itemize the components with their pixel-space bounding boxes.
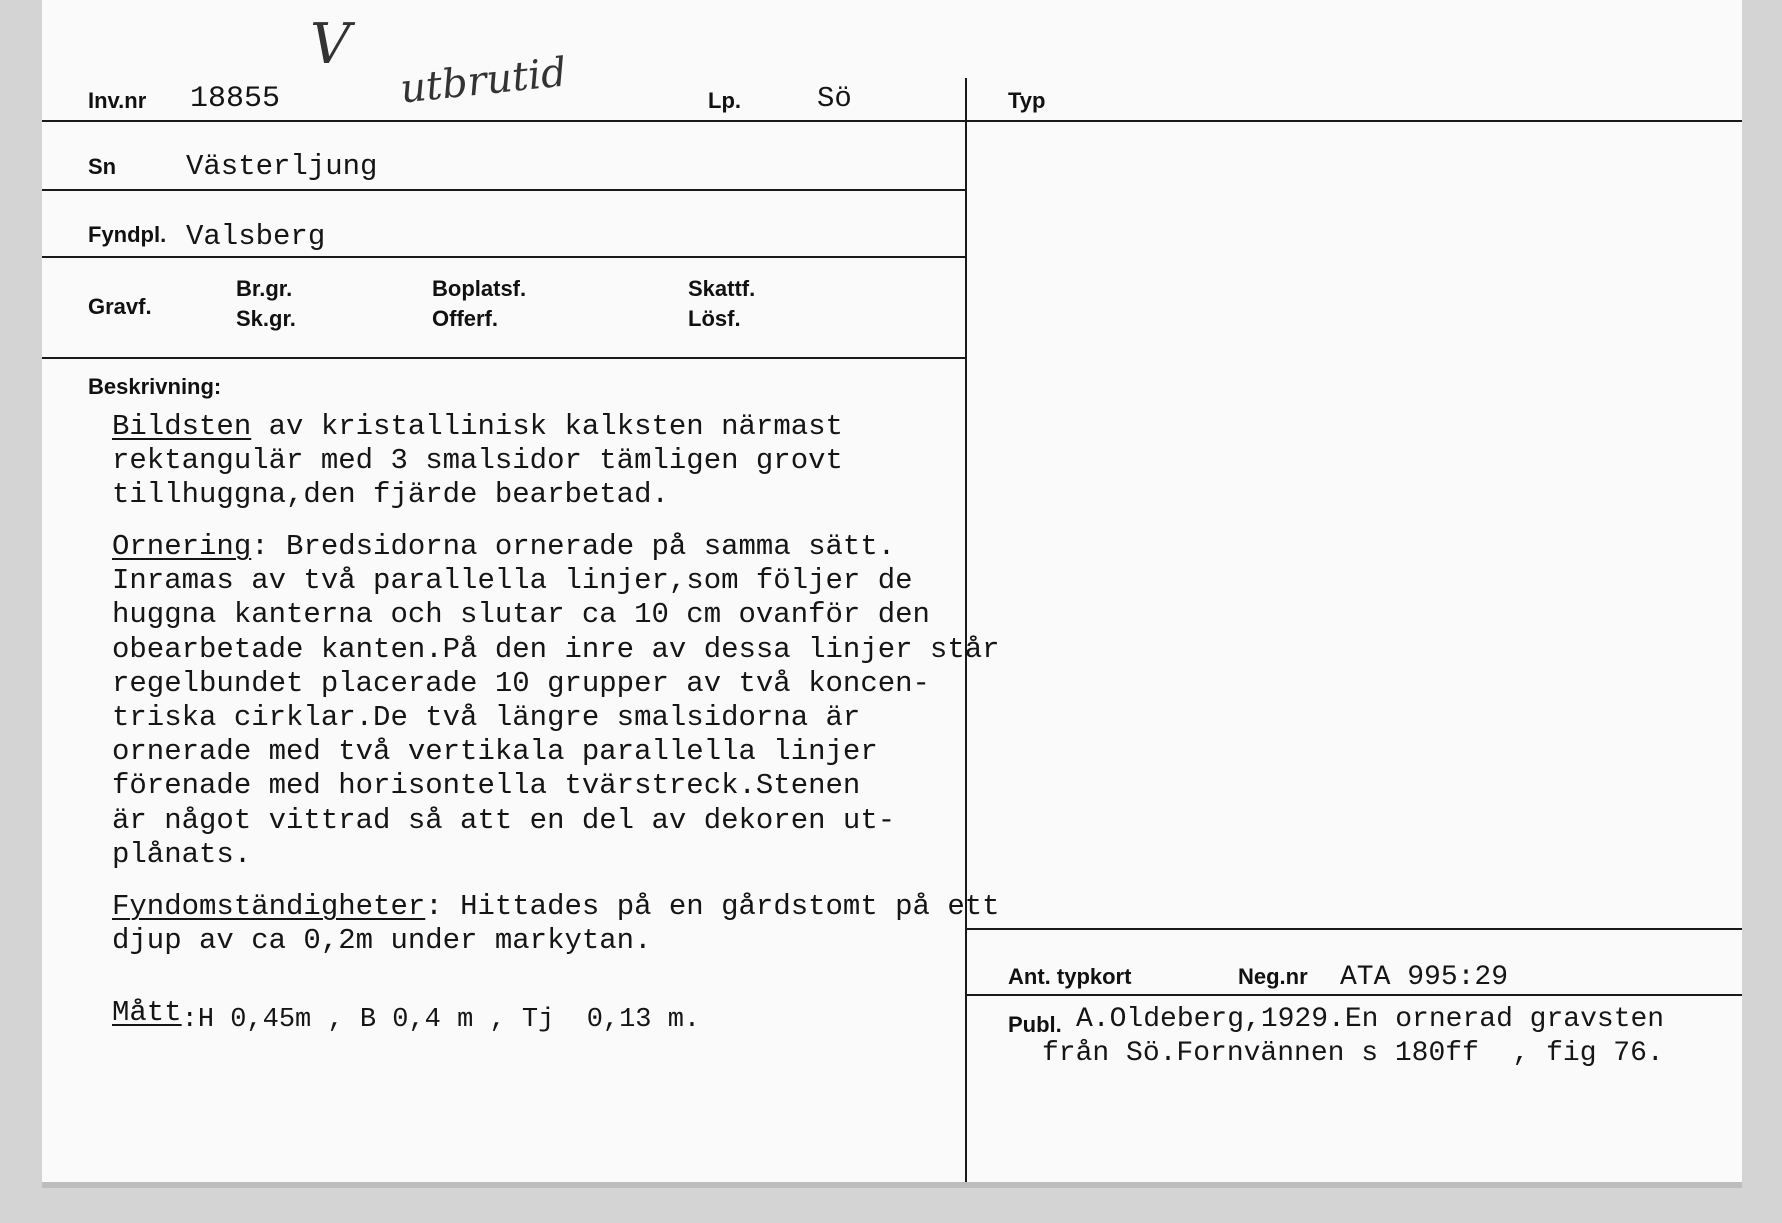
lp-label: Lp. — [708, 88, 741, 113]
publ-line-1: A.Oldeberg,1929.En ornerad gravsten — [1076, 1004, 1665, 1035]
fyndpl-value: Valsberg — [186, 220, 326, 253]
sn-value: Västerljung — [186, 150, 378, 183]
description-line: obearbetade kanten.På den inre av dessa linjer står — [112, 632, 1000, 666]
catalog-card — [42, 0, 1742, 1182]
description-paragraph-3 — [112, 890, 1000, 958]
description-paragraph-1 — [112, 410, 843, 512]
rule-header — [42, 120, 1742, 122]
description-line: : Bredsidorna ornerade på samma sätt. — [251, 530, 896, 563]
description-line: : Hittades på en gårdstomt på ett — [425, 890, 1000, 923]
rule-sn — [42, 189, 965, 191]
description-line: ornerade med två vertikala parallella linjer — [112, 735, 878, 769]
description-line: rektangulär med 3 smalsidor tämligen grovt — [112, 444, 843, 477]
lp-value: Sö — [817, 82, 852, 115]
typ-label: Typ — [1008, 88, 1046, 113]
paragraph-1-heading: Bildsten — [112, 410, 252, 443]
sn-label: Sn — [88, 154, 117, 179]
brgr-label: Br.gr. — [236, 276, 293, 301]
description-line: av kristallinisk kalksten närmast — [251, 410, 843, 443]
handwritten-check-mark: V — [310, 12, 351, 77]
description-line: triska cirklar.De två längre smalsidorna är — [112, 701, 861, 735]
description-line: huggna kanterna och slutar ca 10 cm ovanför den — [112, 598, 930, 632]
beskrivning-label: Beskrivning: — [88, 374, 222, 399]
skattf-label: Skattf. — [688, 276, 756, 301]
neg-nr-value: ATA 995:29 — [1340, 962, 1509, 993]
inv-nr-value: 18855 — [190, 82, 281, 116]
description-line: är något vittrad så att en del av dekoren ut- — [112, 803, 896, 837]
inv-nr-label: Inv.nr — [88, 88, 147, 113]
rule-fyndpl — [42, 256, 965, 258]
description-line: Inramas av två parallella linjer,som följer de — [112, 564, 913, 598]
paragraph-4-heading: Mått — [112, 996, 182, 1029]
rule-right-publ — [967, 994, 1742, 996]
skgr-label: Sk.gr. — [236, 306, 296, 331]
offerf-label: Offerf. — [432, 306, 498, 331]
paragraph-3-heading: Fyndomständigheter — [112, 890, 426, 923]
description-line: regelbundet placerade 10 grupper av två koncen- — [112, 666, 930, 700]
description-paragraph-4 — [112, 996, 700, 1035]
description-line: förenade med horisontella tvärstreck.Stenen — [112, 769, 861, 803]
publ-line-2: från Sö.Fornvännen s 180ff , fig 76. — [1042, 1038, 1664, 1069]
description-line: djup av ca 0,2m under markytan. — [112, 924, 652, 957]
handwritten-status-note: utbrutid — [398, 49, 569, 113]
publ-label: Publ. — [1008, 1012, 1062, 1037]
ant-typkort-label: Ant. typkort — [1008, 964, 1132, 989]
losf-label: Lösf. — [688, 306, 741, 331]
paragraph-2-heading: Ornering — [112, 530, 252, 563]
description-line: plånats. — [112, 837, 252, 871]
description-line: tillhuggna,den fjärde bearbetad. — [112, 478, 669, 511]
rule-categories — [42, 357, 965, 359]
description-paragraph-2 — [112, 530, 1000, 872]
boplatsf-label: Boplatsf. — [432, 276, 527, 301]
neg-nr-label: Neg.nr — [1238, 964, 1308, 989]
rule-right-ant — [967, 928, 1742, 930]
gravf-label: Gravf. — [88, 294, 152, 319]
measurements-text: :H 0,45m , B 0,4 m , Tj 0,13 m. — [181, 1005, 701, 1035]
fyndpl-label: Fyndpl. — [88, 222, 167, 247]
